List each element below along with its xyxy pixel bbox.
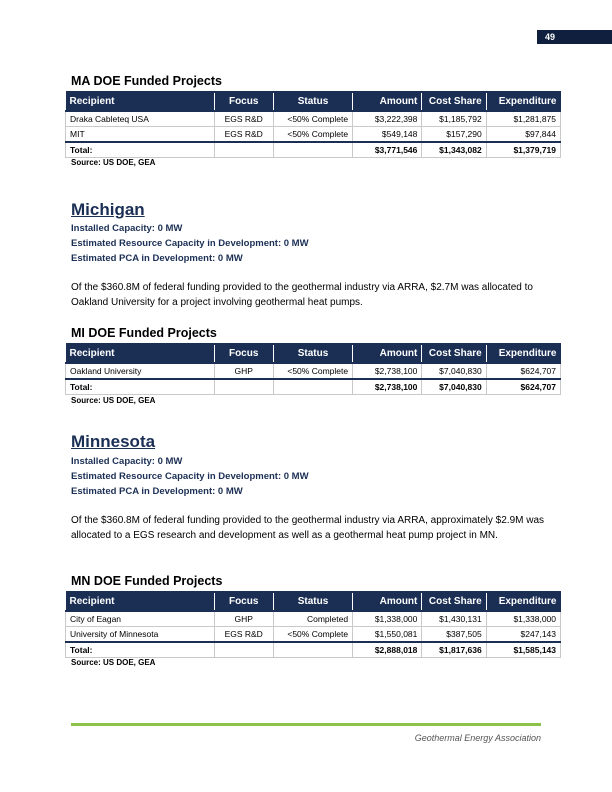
table-cell: <50% Complete <box>273 111 352 127</box>
total-cell <box>214 142 273 158</box>
column-header-focus: Focus <box>214 344 273 363</box>
table-cell: $1,338,000 <box>353 611 422 627</box>
table-cell: EGS R&D <box>214 127 273 143</box>
table-total-row <box>66 142 561 158</box>
mi-resource-capacity: Estimated Resource Capacity in Development: 0 MW <box>71 238 309 249</box>
table-cell: Completed <box>273 611 352 627</box>
column-header-focus: Focus <box>214 592 273 611</box>
column-header-focus: Focus <box>214 92 273 111</box>
mn-source: Source: US DOE, GEA <box>71 658 156 667</box>
mn-funding-table <box>65 591 561 658</box>
column-header-amount: Amount <box>353 344 422 363</box>
table-cell: $7,040,830 <box>422 363 486 379</box>
total-label: Total: <box>66 379 215 395</box>
table-row <box>66 363 561 379</box>
table-header-row <box>66 592 561 611</box>
ma-table-title: MA DOE Funded Projects <box>71 74 222 88</box>
table-cell: $157,290 <box>422 127 486 143</box>
michigan-heading: Michigan <box>71 200 145 219</box>
mi-funding-table <box>65 343 561 395</box>
footer-divider <box>71 723 541 726</box>
total-label: Total: <box>66 142 215 158</box>
total-cell <box>214 379 273 395</box>
table-cell: EGS R&D <box>214 627 273 643</box>
mn-pca: Estimated PCA in Development: 0 MW <box>71 486 243 497</box>
mi-paragraph: Of the $360.8M of federal funding provided to the geothermal industry via ARRA, $2.7M was allocated to Oakland University for a project involving geothermal heat pumps. <box>71 282 533 308</box>
table-header-row <box>66 344 561 363</box>
page-number: 49 <box>537 30 612 44</box>
total-cell <box>273 642 352 658</box>
total-cell: $1,817,636 <box>422 642 486 658</box>
minnesota-heading: Minnesota <box>71 432 156 451</box>
table-row <box>66 127 561 143</box>
table-total-row <box>66 642 561 658</box>
total-cell <box>273 379 352 395</box>
mn-installed-capacity: Installed Capacity: 0 MW <box>71 456 183 467</box>
total-cell <box>273 142 352 158</box>
column-header-amount: Amount <box>353 592 422 611</box>
table-cell: $247,143 <box>486 627 560 643</box>
mn-resource-capacity: Estimated Resource Capacity in Development: 0 MW <box>71 471 309 482</box>
table-cell: EGS R&D <box>214 111 273 127</box>
table-cell: Oakland University <box>66 363 215 379</box>
mi-source: Source: US DOE, GEA <box>71 396 156 405</box>
table-cell: $1,185,792 <box>422 111 486 127</box>
table-header-row <box>66 92 561 111</box>
column-header-amount: Amount <box>353 92 422 111</box>
ma-funding-table <box>65 91 561 158</box>
table-cell: $2,738,100 <box>353 363 422 379</box>
table-cell: GHP <box>214 363 273 379</box>
table-cell: Draka Cableteq USA <box>66 111 215 127</box>
table-cell: $1,281,875 <box>486 111 560 127</box>
mi-table-title: MI DOE Funded Projects <box>71 326 217 340</box>
table-cell: $97,844 <box>486 127 560 143</box>
table-cell: $549,148 <box>353 127 422 143</box>
table-total-row <box>66 379 561 395</box>
table-cell: $1,430,131 <box>422 611 486 627</box>
column-header-cost-share: Cost Share <box>422 344 486 363</box>
column-header-expenditure: Expenditure <box>486 344 560 363</box>
table-cell: City of Eagan <box>66 611 215 627</box>
table-row <box>66 111 561 127</box>
total-cell: $624,707 <box>486 379 560 395</box>
table-cell: GHP <box>214 611 273 627</box>
table-cell: $3,222,398 <box>353 111 422 127</box>
column-header-cost-share: Cost Share <box>422 592 486 611</box>
column-header-cost-share: Cost Share <box>422 92 486 111</box>
table-row <box>66 611 561 627</box>
mn-table-title: MN DOE Funded Projects <box>71 574 223 588</box>
total-label: Total: <box>66 642 215 658</box>
table-cell: <50% Complete <box>273 363 352 379</box>
column-header-status: Status <box>273 592 352 611</box>
table-cell: <50% Complete <box>273 627 352 643</box>
column-header-recipient: Recipient <box>66 592 215 611</box>
column-header-recipient: Recipient <box>66 92 215 111</box>
total-cell: $7,040,830 <box>422 379 486 395</box>
table-row <box>66 627 561 643</box>
table-cell: $1,338,000 <box>486 611 560 627</box>
footer-text: Geothermal Energy Association <box>414 733 541 743</box>
total-cell <box>214 642 273 658</box>
mi-pca: Estimated PCA in Development: 0 MW <box>71 253 243 264</box>
total-cell: $2,888,018 <box>353 642 422 658</box>
table-cell: MIT <box>66 127 215 143</box>
column-header-status: Status <box>273 344 352 363</box>
total-cell: $1,379,719 <box>486 142 560 158</box>
total-cell: $3,771,546 <box>353 142 422 158</box>
total-cell: $1,343,082 <box>422 142 486 158</box>
total-cell: $2,738,100 <box>353 379 422 395</box>
column-header-status: Status <box>273 92 352 111</box>
column-header-expenditure: Expenditure <box>486 92 560 111</box>
table-cell: $1,550,081 <box>353 627 422 643</box>
column-header-recipient: Recipient <box>66 344 215 363</box>
table-cell: $624,707 <box>486 363 560 379</box>
table-cell: University of Minnesota <box>66 627 215 643</box>
total-cell: $1,585,143 <box>486 642 560 658</box>
table-cell: $387,505 <box>422 627 486 643</box>
column-header-expenditure: Expenditure <box>486 592 560 611</box>
ma-source: Source: US DOE, GEA <box>71 158 156 167</box>
table-cell: <50% Complete <box>273 127 352 143</box>
mi-installed-capacity: Installed Capacity: 0 MW <box>71 223 183 234</box>
mn-paragraph: Of the $360.8M of federal funding provided to the geothermal industry via ARRA, approximately $2.9M was allocated to a EGS research and development as well as a geothermal heat pump project in MN. <box>71 515 545 541</box>
